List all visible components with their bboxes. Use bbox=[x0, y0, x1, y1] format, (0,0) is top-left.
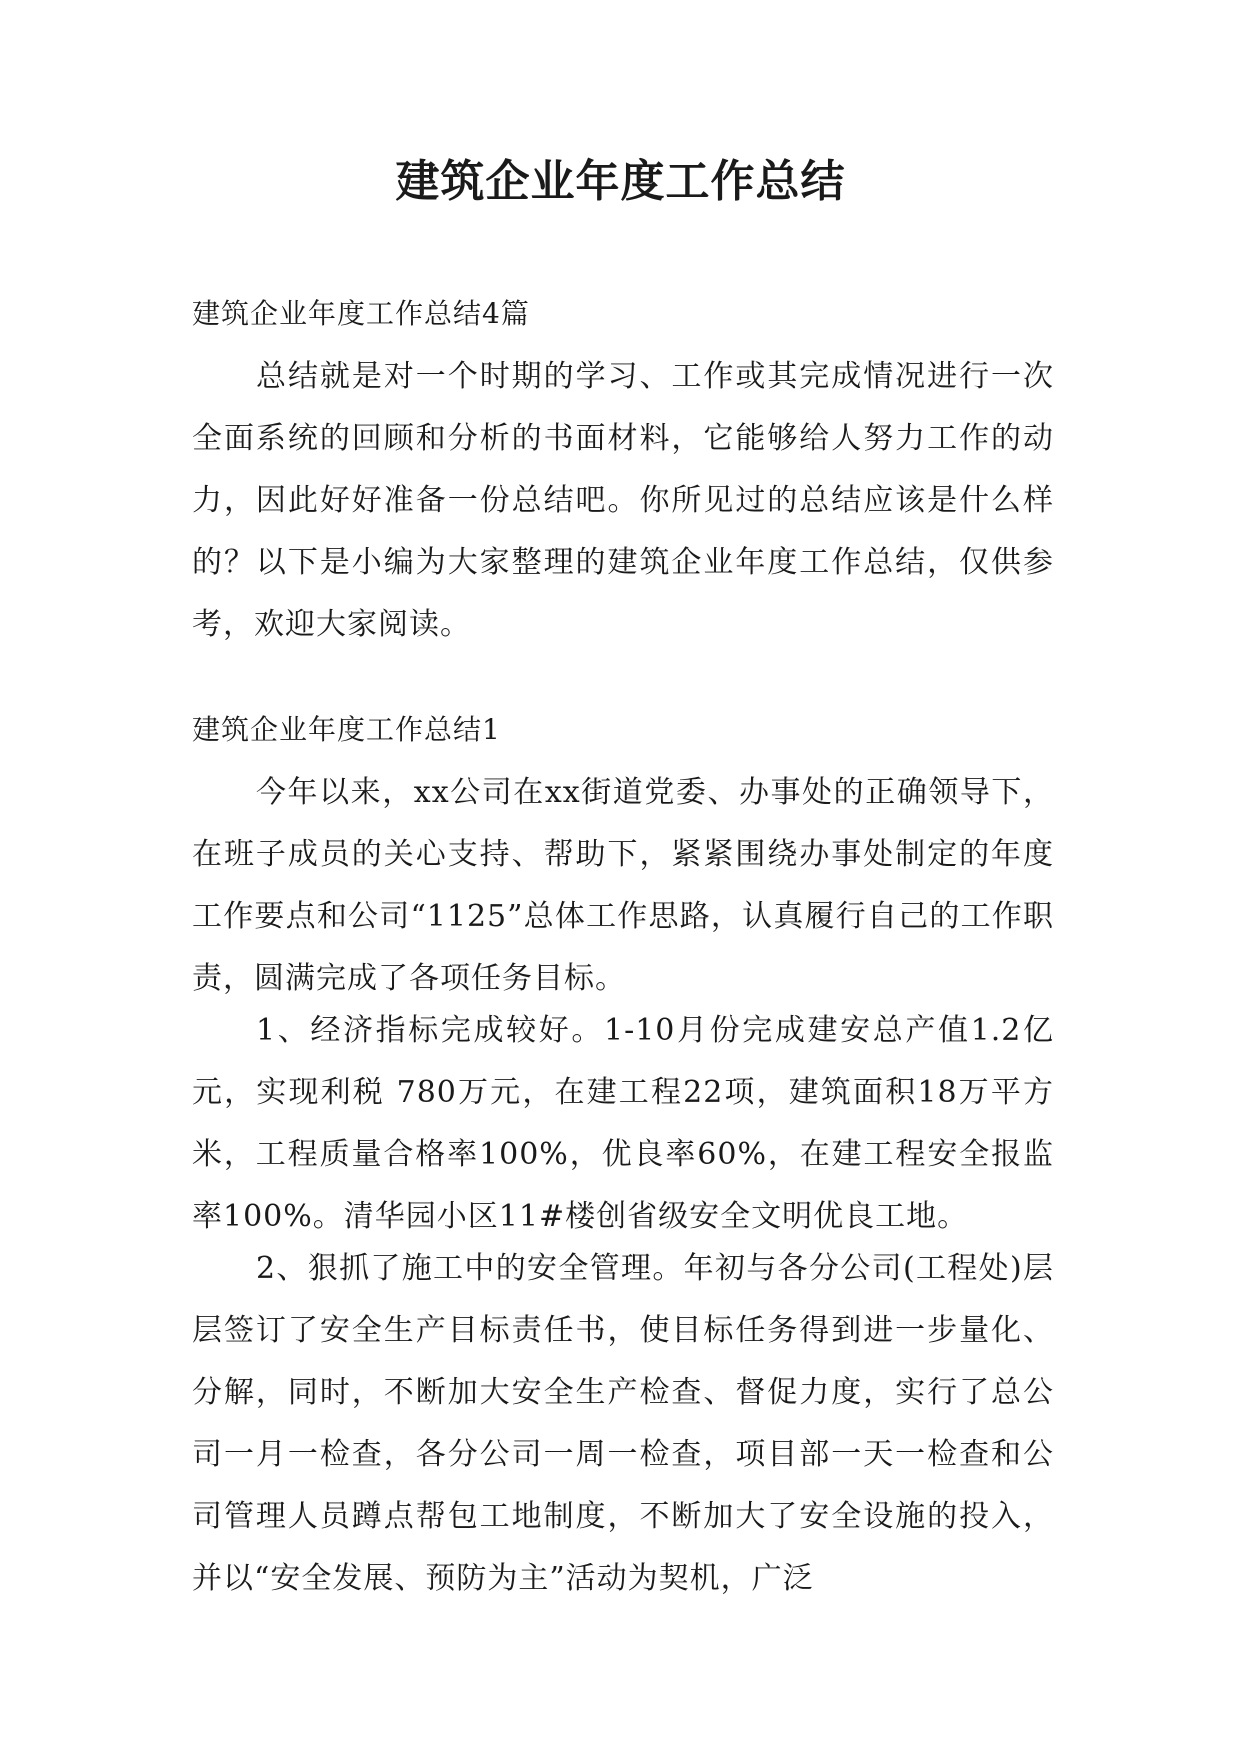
main-heading: 建筑企业年度工作总结4篇 bbox=[192, 297, 530, 330]
section-1-paragraph-1: 今年以来，xx公司在xx街道党委、办事处的正确领导下，在班子成员的关心支持、帮助下，紧紧围绕办事处制定的年度工作要点和公司“1125”总体工作思路，认真履行自己的工作职责，圆满完成了各项任务目标。 bbox=[192, 775, 1054, 996]
section-1-heading: 建筑企业年度工作总结1 bbox=[192, 713, 501, 746]
intro-paragraph: 总结就是对一个时期的学习、工作或其完成情况进行一次全面系统的回顾和分析的书面材料，它能够给人努力工作的动力，因此好好准备一份总结吧。你所见过的总结应该是什么样的？以下是小编为大家整理的建筑企业年度工作总结，仅供参考，欢迎大家阅读。 bbox=[192, 359, 1054, 642]
section-1-paragraph-2: 1、经济指标完成较好。1-10月份完成建安总产值1.2亿元，实现利税 780万元，在建工程22项，建筑面积18万平方米，工程质量合格率100%，优良率60%，在建工程安全报监率100%。清华园小区11#楼创省级安全文明优良工地。 bbox=[192, 1013, 1054, 1234]
document-title: 建筑企业年度工作总结 bbox=[395, 156, 846, 207]
section-1-paragraph-3: 2、狠抓了施工中的安全管理。年初与各分公司(工程处)层层签订了安全生产目标责任书，使目标任务得到进一步量化、分解，同时，不断加大安全生产检查、督促力度，实行了总公司一月一检查，各分公司一周一检查，项目部一天一检查和公司管理人员蹲点帮包工地制度，不断加大了安全设施的投入，并以“安全发展、预防为主”活动为契机，广泛 bbox=[192, 1251, 1054, 1596]
